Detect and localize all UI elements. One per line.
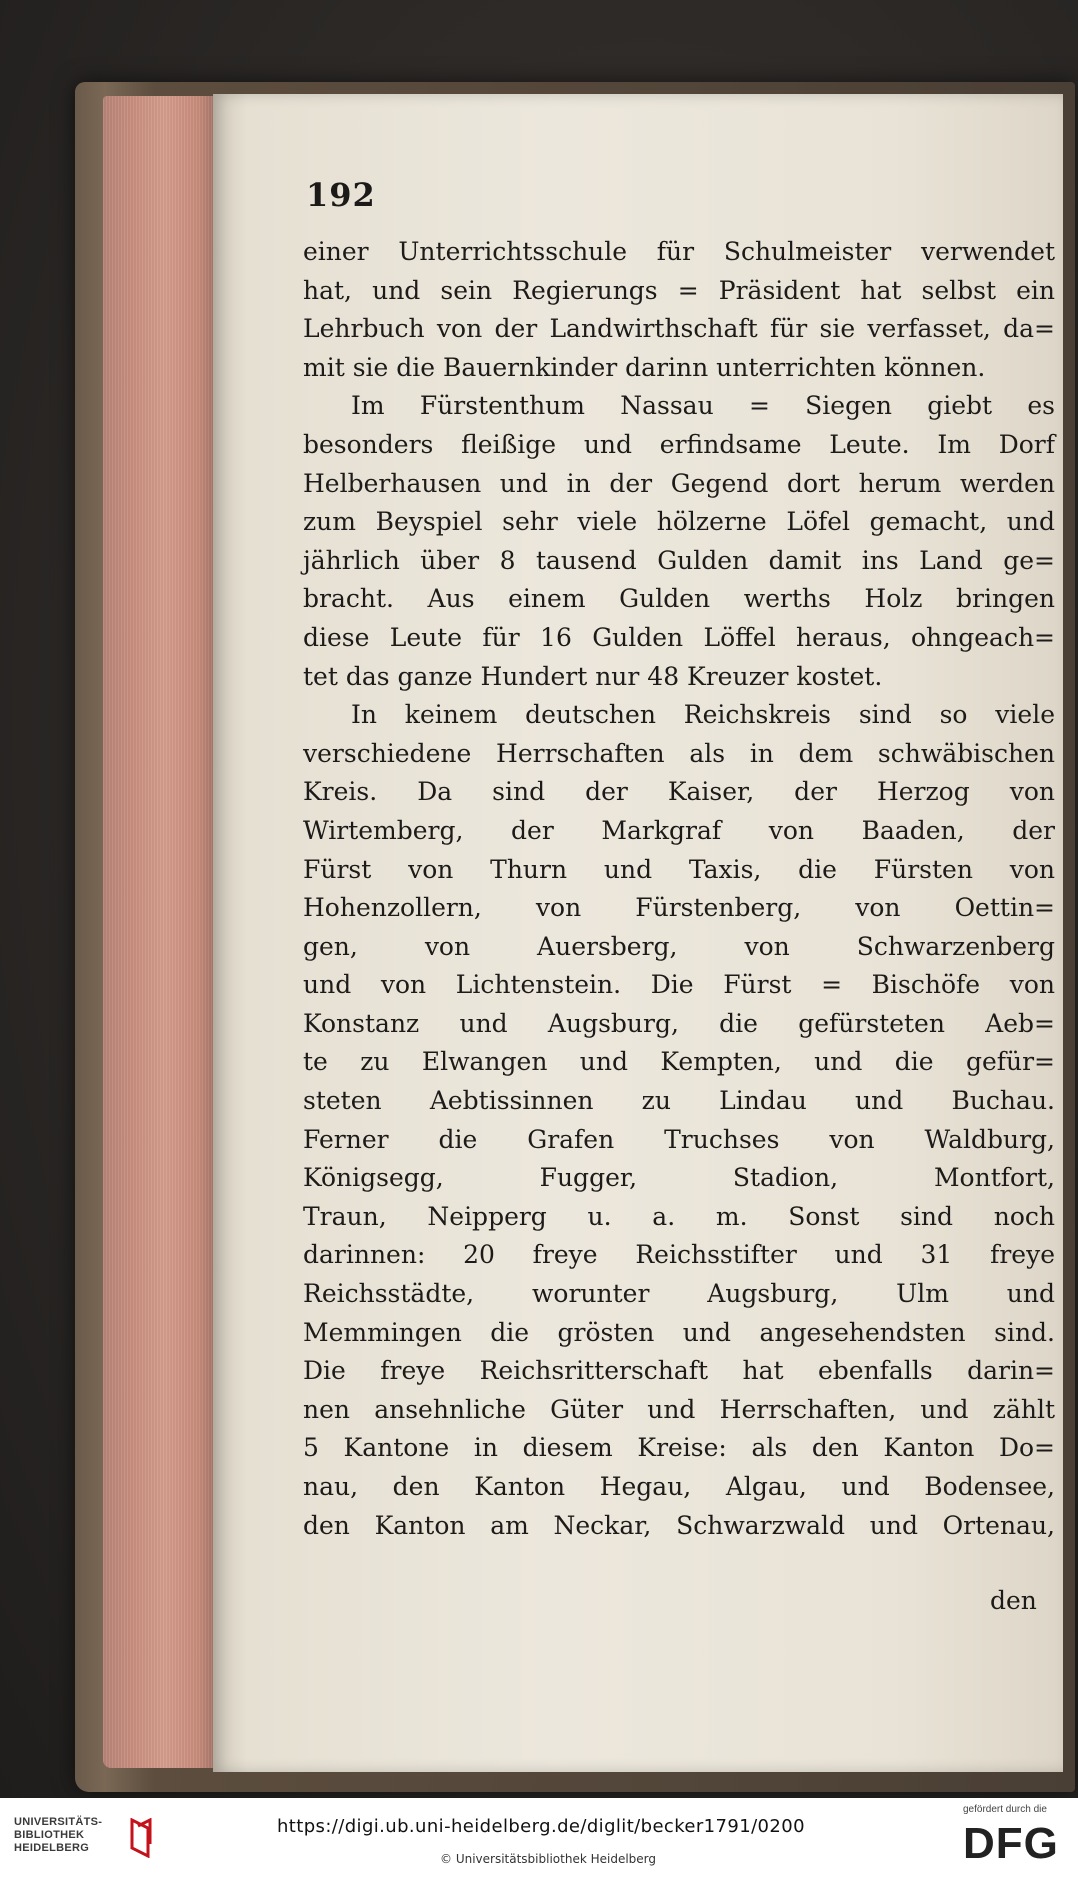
text-line: tet das ganze Hundert nur 48 Kreuzer kostet. bbox=[303, 661, 883, 691]
catchword: den bbox=[990, 1586, 1037, 1615]
text-line: In keinem deutschen Reichskreis sind so viele bbox=[351, 700, 1055, 730]
text-line: Lehrbuch von der Landwirthschaft für sie verfasset, da= bbox=[303, 314, 1055, 344]
text-line: 5 Kantone in diesem Kreise: als den Kanton Do= bbox=[303, 1433, 1055, 1463]
text-line: te zu Elwangen und Kempten, und die gefür= bbox=[303, 1047, 1055, 1077]
text-line: jährlich über 8 tausend Gulden damit ins Land ge= bbox=[303, 545, 1055, 575]
text-line: Fürst von Thurn und Taxis, die Fürsten von bbox=[303, 854, 1055, 884]
text-line: Kreis. Da sind der Kaiser, der Herzog von bbox=[303, 777, 1055, 807]
text-line: Wirtemberg, der Markgraf von Baaden, der bbox=[303, 815, 1055, 845]
library-logo-line: HEIDELBERG bbox=[14, 1842, 90, 1854]
text-line: Ferner die Grafen Truchses von Waldburg, bbox=[303, 1124, 1055, 1154]
text-line: hat, und sein Regierungs = Präsident hat selbst ein bbox=[303, 275, 1055, 305]
dfg-caption: gefördert durch die bbox=[963, 1804, 1047, 1815]
viewer-footer bbox=[0, 1798, 1078, 1879]
body-text bbox=[303, 233, 1055, 1545]
text-line: verschiedene Herrschaften als in dem schwäbischen bbox=[303, 738, 1055, 768]
dfg-logo[interactable]: DFG bbox=[963, 1819, 1059, 1868]
text-line: zum Beyspiel sehr viele hölzerne Löfel gemacht, und bbox=[303, 507, 1055, 537]
text-line: Im Fürstenthum Nassau = Siegen giebt es bbox=[351, 391, 1055, 421]
text-line: Helberhausen und in der Gegend dort herum werden bbox=[303, 468, 1055, 498]
text-line: bracht. Aus einem Gulden werths Holz bringen bbox=[303, 584, 1055, 614]
text-line: den Kanton am Neckar, Schwarzwald und Ortenau, bbox=[303, 1510, 1055, 1540]
page-edge bbox=[103, 96, 215, 1768]
text-line: steten Aebtissinnen zu Lindau und Buchau. bbox=[303, 1086, 1055, 1116]
text-line: einer Unterrichtsschule für Schulmeister verwendet bbox=[303, 237, 1055, 266]
page-number: 192 bbox=[306, 176, 376, 214]
text-line: gen, von Auersberg, von Schwarzenberg bbox=[303, 931, 1055, 961]
text-line: besonders fleißige und erfindsame Leute. Im Dorf bbox=[303, 429, 1055, 459]
library-logo-line: BIBLIOTHEK bbox=[14, 1829, 85, 1841]
library-emblem-icon bbox=[128, 1818, 154, 1858]
text-line: Konstanz und Augsburg, die gefürsteten Aeb= bbox=[303, 1008, 1055, 1038]
text-line: Die freye Reichsritterschaft hat ebenfalls darin= bbox=[303, 1356, 1055, 1386]
library-logo[interactable] bbox=[14, 1816, 154, 1862]
text-line: Traun, Neipperg u. a. m. Sonst sind noch bbox=[303, 1201, 1055, 1231]
text-line: nau, den Kanton Hegau, Algau, und Bodensee, bbox=[303, 1472, 1055, 1501]
text-line: nen ansehnliche Güter und Herrschaften, und zählt bbox=[303, 1394, 1055, 1424]
text-line: und von Lichtenstein. Die Fürst = Bischöfe von bbox=[303, 970, 1055, 1000]
text-line: diese Leute für 16 Gulden Löffel heraus, ohngeach= bbox=[303, 622, 1055, 652]
library-logo-line: UNIVERSITÄTS- bbox=[14, 1816, 103, 1828]
permalink-url[interactable]: https://digi.ub.uni-heidelberg.de/diglit/becker1791/0200 bbox=[277, 1816, 805, 1837]
text-line: Memmingen die grösten und angesehendsten sind. bbox=[303, 1317, 1055, 1347]
text-line: mit sie die Bauernkinder darinn unterrichten können. bbox=[303, 352, 986, 382]
text-line: Hohenzollern, von Fürstenberg, von Oettin= bbox=[303, 893, 1055, 923]
copyright-notice: © Universitätsbibliothek Heidelberg bbox=[440, 1852, 657, 1866]
library-logo-text bbox=[14, 1816, 102, 1855]
text-line: darinnen: 20 freye Reichsstifter und 31 freye bbox=[303, 1240, 1055, 1270]
text-line: Königsegg, Fugger, Stadion, Montfort, bbox=[303, 1163, 1055, 1193]
text-line: Reichsstädte, worunter Augsburg, Ulm und bbox=[303, 1279, 1055, 1309]
